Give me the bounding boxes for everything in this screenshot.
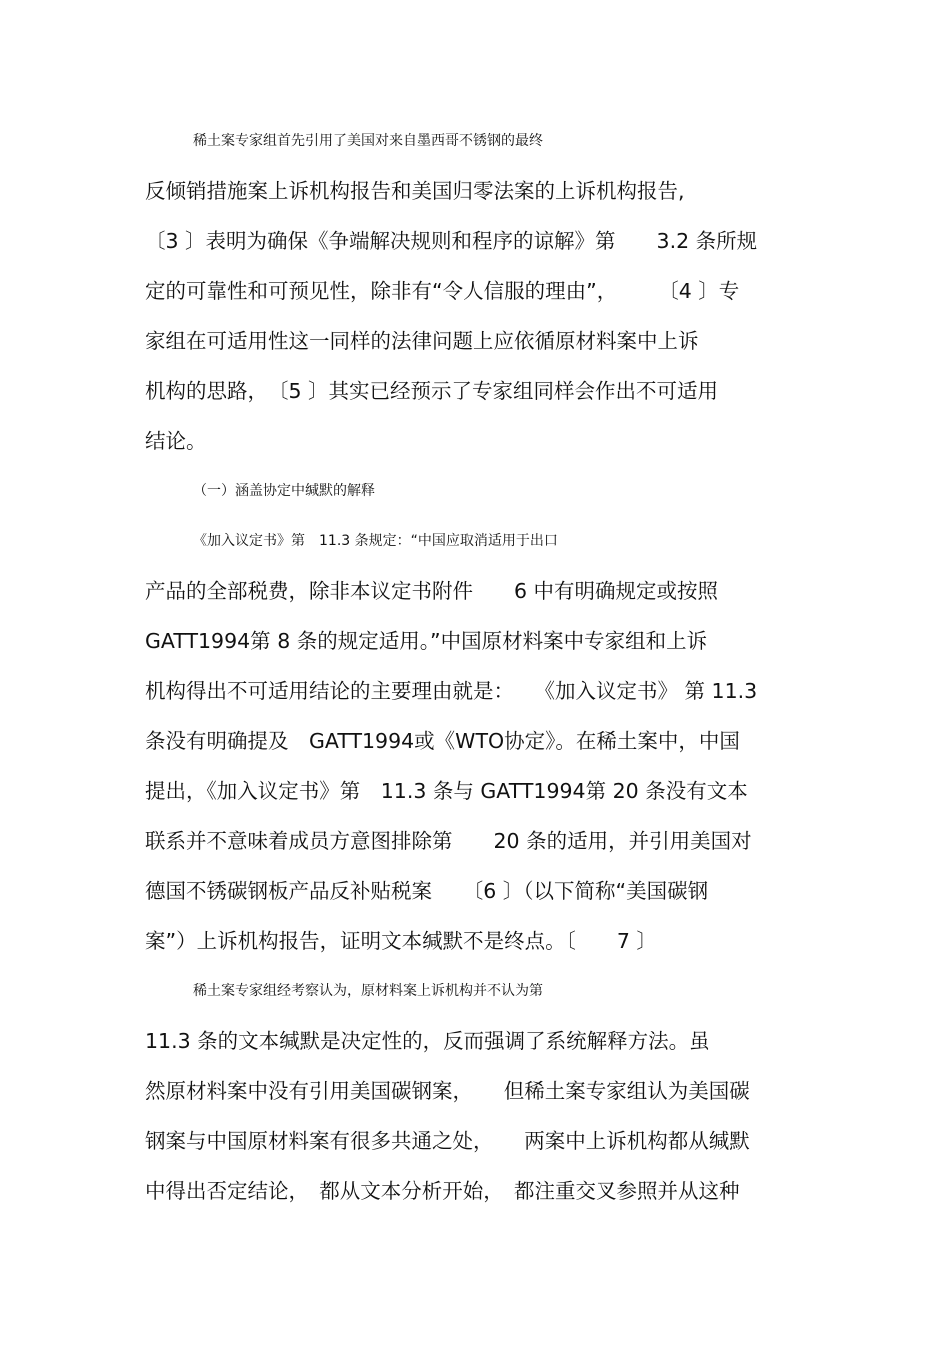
- text-line-19: 11.3 条的文本缄默是决定性的，反而强调了系统解释方法。虽: [145, 1029, 710, 1053]
- text-line-21: 钢案与中国原材料案有很多共通之处， 两案中上诉机构都从缄默: [145, 1129, 750, 1153]
- text-line-4: 定的可靠性和可预见性，除非有“令人信服的理由”， 〔4 〕专: [145, 279, 740, 303]
- section-heading: （一）涵盖协定中缄默的解释: [193, 483, 375, 499]
- text-line-15: 联系并不意味着成员方意图排除第 20 条的适用，并引用美国对: [145, 829, 752, 853]
- text-line-9: 《加入议定书》第 11.3 条规定：“中国应取消适用于出口: [193, 533, 558, 549]
- text-line-13: 条没有明确提及 GATT1994或《WTO协定》。在稀土案中，中国: [145, 729, 740, 753]
- text-line-12: 机构得出不可适用结论的主要理由就是： 《加入议定书》 第 11.3: [145, 679, 758, 703]
- text-line-11: GATT1994第 8 条的规定适用。”中国原材料案中专家组和上诉: [145, 629, 708, 653]
- text-line-3: 〔3 〕表明为确保《争端解决规则和程序的谅解》第 3.2 条所规: [145, 229, 758, 253]
- text-line-14: 提出，《加入议定书》第 11.3 条与 GATT1994第 20 条没有文本: [145, 779, 748, 803]
- text-line-1: 稀土案专家组首先引用了美国对来自墨西哥不锈钢的最终: [193, 133, 543, 149]
- text-line-10: 产品的全部税费，除非本议定书附件 6 中有明确规定或按照: [145, 579, 719, 603]
- text-line-17: 案”）上诉机构报告，证明文本缄默不是终点。〔 7 〕: [145, 929, 657, 953]
- text-line-20: 然原材料案中没有引用美国碳钢案， 但稀土案专家组认为美国碳: [145, 1079, 750, 1103]
- text-line-6: 机构的思路， 〔5 〕其实已经预示了专家组同样会作出不可适用: [145, 379, 719, 403]
- text-line-22: 中得出否定结论， 都从文本分析开始， 都注重交叉参照并从这种: [145, 1179, 740, 1203]
- text-line-2: 反倾销措施案上诉机构报告和美国归零法案的上诉机构报告,: [145, 179, 685, 203]
- text-line-18: 稀土案专家组经考察认为，原材料案上诉机构并不认为第: [193, 983, 543, 999]
- text-line-5: 家组在可适用性这一同样的法律问题上应依循原材料案中上诉: [145, 329, 699, 353]
- text-line-16: 德国不锈碳钢板产品反补贴税案 〔6 〕（以下简称“美国碳钢: [145, 879, 709, 903]
- text-line-7: 结论。: [145, 429, 207, 453]
